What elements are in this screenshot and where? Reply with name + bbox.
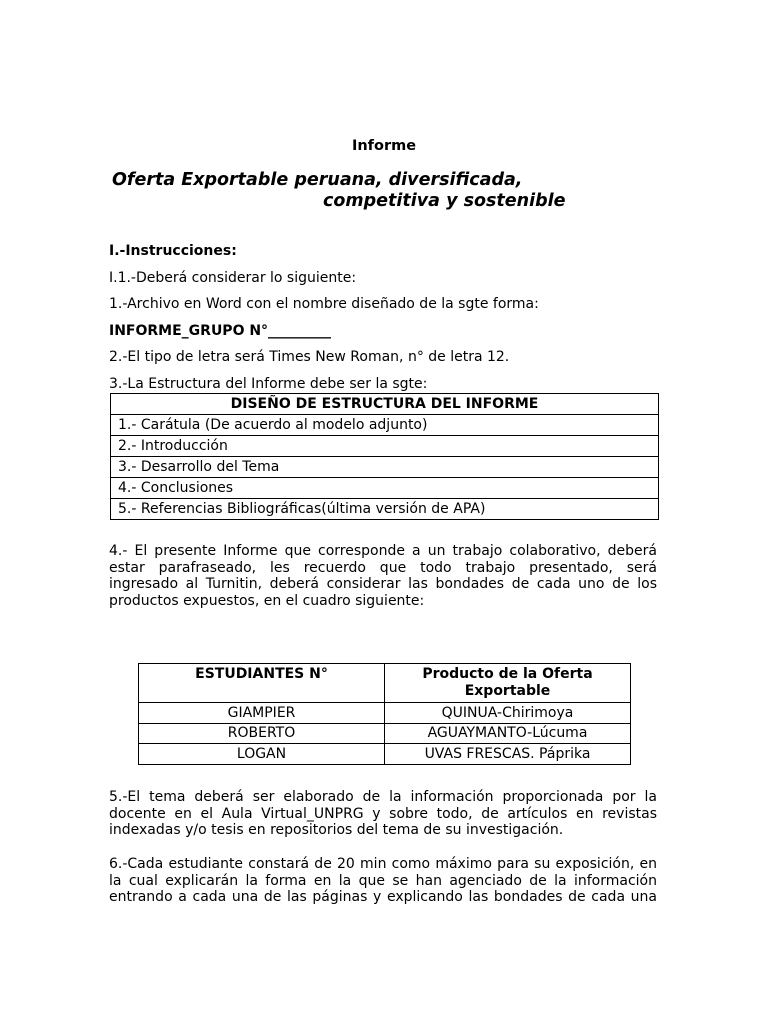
structure-row-2: 2.- Introducción [111,436,659,457]
document-heading: Informe [351,138,417,154]
instruction-item-1: 1.-Archivo en Word con el nombre diseñado de la sgte forma: [109,296,539,312]
item-5-paragraph [109,789,657,839]
item-4-line-4: productos expuestos, en el cuadro siguiente: [109,592,425,609]
item-6-line-2: la cual explicarán la forma en la que se han agenciado de la información [109,872,657,889]
table-row [111,457,659,478]
product-col-header: Producto de la Oferta Exportable [385,664,631,703]
table-row [139,744,631,765]
structure-table-header-row [111,394,659,415]
subtitle-line-1: Oferta Exportable peruana, diversificada, [112,170,523,190]
student-cell: GIAMPIER [139,703,385,724]
item-4-line-2: estar parafraseado, les recuerdo que todo trabajo presentado, será [109,559,657,576]
structure-row-4: 4.- Conclusiones [111,478,659,499]
subtitle-line-2: competitiva y sostenible [323,191,566,211]
instruction-item-2: 2.-El tipo de letra será Times New Roman, n° de letra 12. [109,349,510,365]
student-cell: LOGAN [139,744,385,765]
item-4-paragraph [109,543,657,609]
product-cell: QUINUA-Chirimoya [385,703,631,724]
table-row [111,436,659,457]
product-cell: UVAS FRESCAS. Páprika [385,744,631,765]
item-5-line-2: docente en el Aula Virtual_UNPRG y sobre todo, de artículos en revistas [109,805,657,822]
instruction-item-3: 3.-La Estructura del Informe debe ser la sgte: [109,376,428,392]
table-row [139,703,631,724]
structure-row-3: 3.- Desarrollo del Tema [111,457,659,478]
item-6-paragraph [109,856,657,906]
section-title: I.-Instrucciones: [109,243,237,259]
product-cell: AGUAYMANTO-Lúcuma [385,723,631,744]
table-row [111,415,659,436]
file-name-format: INFORME_GRUPO N°_________ [109,323,332,339]
item-4-line-1: 4.- El presente Informe que corresponde a un trabajo colaborativo, deberá [109,543,657,559]
structure-table [110,393,659,520]
item-5-line-1: 5.-El tema deberá ser elaborado de la información proporcionada por la [109,789,657,805]
structure-row-5: 5.- Referencias Bibliográficas(última versión de APA) [111,499,659,520]
structure-row-1: 1.- Carátula (De acuerdo al modelo adjunto) [111,415,659,436]
item-4-line-3: ingresado al Turnitin, deberá considerar las bondades de cada uno de los [109,576,657,593]
table-row [111,499,659,520]
table-row [111,478,659,499]
instruction-i11: I.1.-Deberá considerar lo siguiente: [109,270,357,286]
structure-table-header: DISEÑO DE ESTRUCTURA DEL INFORME [111,394,659,415]
item-5-line-3: indexadas y/o tesis en repositorios del tema de su investigación. [109,822,564,839]
item-6-line-1: 6.-Cada estudiante constará de 20 min como máximo para su exposición, en [109,856,657,872]
item-6-line-3: entrando a cada una de las páginas y explicando las bondades de cada una [109,889,657,906]
table-row [139,723,631,744]
students-col-header: ESTUDIANTES N° [139,664,385,703]
students-table [138,663,631,765]
student-cell: ROBERTO [139,723,385,744]
students-table-header-row [139,664,631,703]
